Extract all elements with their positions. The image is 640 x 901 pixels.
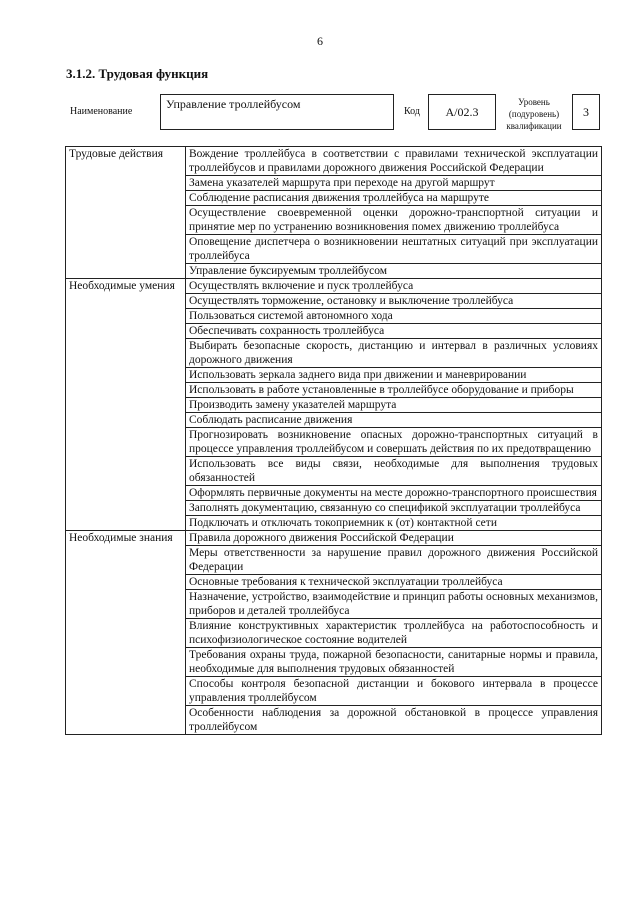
category-cell <box>66 648 186 677</box>
category-cell <box>66 486 186 501</box>
table-row <box>66 648 602 677</box>
function-header <box>66 92 602 136</box>
table-row <box>66 309 602 324</box>
category-cell <box>66 264 186 279</box>
table-row <box>66 677 602 706</box>
item-cell: Оформлять первичные документы на месте дорожно-транспортного происшествия <box>186 486 602 501</box>
function-table <box>65 146 602 735</box>
table-row <box>66 575 602 590</box>
category-cell <box>66 457 186 486</box>
category-cell <box>66 677 186 706</box>
table-row <box>66 324 602 339</box>
table-row <box>66 191 602 206</box>
item-cell: Осуществлять торможение, остановку и выключение троллейбуса <box>186 294 602 309</box>
category-cell: Необходимые знания <box>66 531 186 546</box>
item-cell: Пользоваться системой автономного хода <box>186 309 602 324</box>
item-cell: Осуществление своевременной оценки дорожно-транспортной ситуации и принятие мер по устранению возникновения помех движению троллейбуса <box>186 206 602 235</box>
category-cell <box>66 590 186 619</box>
item-cell: Назначение, устройство, взаимодействие и принцип работы основных механизмов, приборов и деталей троллейбуса <box>186 590 602 619</box>
table-row <box>66 339 602 368</box>
table-row <box>66 501 602 516</box>
code-value: A/02.3 <box>428 94 496 130</box>
item-cell: Подключать и отключать токоприемник к (от) контактной сети <box>186 516 602 531</box>
item-cell: Особенности наблюдения за дорожной обстановкой в процессе управления троллейбусом <box>186 706 602 735</box>
table-row <box>66 486 602 501</box>
item-cell: Управление буксируемым троллейбусом <box>186 264 602 279</box>
item-cell: Правила дорожного движения Российской Федерации <box>186 531 602 546</box>
table-row <box>66 590 602 619</box>
table-row <box>66 531 602 546</box>
table-row <box>66 457 602 486</box>
table-row <box>66 294 602 309</box>
table-row <box>66 398 602 413</box>
category-cell <box>66 191 186 206</box>
item-cell: Меры ответственности за нарушение правил дорожного движения Российской Федерации <box>186 546 602 575</box>
item-cell: Прогнозировать возникновение опасных дорожно-транспортных ситуаций в процессе управления троллейбусом и совершать действия по их предотвращению <box>186 428 602 457</box>
category-cell: Трудовые действия <box>66 147 186 176</box>
category-cell <box>66 383 186 398</box>
category-cell <box>66 339 186 368</box>
category-cell <box>66 575 186 590</box>
code-label: Код <box>404 106 420 117</box>
table-row <box>66 235 602 264</box>
level-label: Уровень (подуровень) квалификации <box>506 97 562 131</box>
name-label: Наименование <box>70 106 133 117</box>
category-cell <box>66 176 186 191</box>
item-cell: Требования охраны труда, пожарной безопасности, санитарные нормы и правила, необходимые для выполнения трудовых обязанностей <box>186 648 602 677</box>
category-cell <box>66 706 186 735</box>
item-cell: Замена указателей маршрута при переходе на другой маршрут <box>186 176 602 191</box>
item-cell: Влияние конструктивных характеристик троллейбуса на работоспособность и психофизиологическое состояние водителей <box>186 619 602 648</box>
category-cell: Необходимые умения <box>66 279 186 294</box>
category-cell <box>66 368 186 383</box>
item-cell: Соблюдение расписания движения троллейбуса на маршруте <box>186 191 602 206</box>
item-cell: Соблюдать расписание движения <box>186 413 602 428</box>
item-cell: Производить замену указателей маршрута <box>186 398 602 413</box>
category-cell <box>66 235 186 264</box>
category-cell <box>66 206 186 235</box>
item-cell: Обеспечивать сохранность троллейбуса <box>186 324 602 339</box>
category-cell <box>66 516 186 531</box>
name-value: Управление троллейбусом <box>160 94 394 130</box>
table-row <box>66 206 602 235</box>
item-cell: Осуществлять включение и пуск троллейбуса <box>186 279 602 294</box>
category-cell <box>66 294 186 309</box>
category-cell <box>66 398 186 413</box>
item-cell: Способы контроля безопасной дистанции и бокового интервала в процессе управления троллейбусом <box>186 677 602 706</box>
table-row <box>66 619 602 648</box>
table-row <box>66 264 602 279</box>
table-row <box>66 546 602 575</box>
item-cell: Использовать все виды связи, необходимые для выполнения трудовых обязанностей <box>186 457 602 486</box>
table-row <box>66 147 602 176</box>
section-title: 3.1.2. Трудовая функция <box>66 66 209 81</box>
page-number: 6 <box>317 34 323 48</box>
table-row <box>66 706 602 735</box>
table-row <box>66 279 602 294</box>
table-row <box>66 413 602 428</box>
category-cell <box>66 428 186 457</box>
item-cell: Использовать зеркала заднего вида при движении и маневрировании <box>186 368 602 383</box>
item-cell: Выбирать безопасные скорость, дистанцию и интервал в различных условиях дорожного движения <box>186 339 602 368</box>
table-row <box>66 383 602 398</box>
item-cell: Основные требования к технической эксплуатации троллейбуса <box>186 575 602 590</box>
item-cell: Использовать в работе установленные в троллейбусе оборудование и приборы <box>186 383 602 398</box>
category-cell <box>66 619 186 648</box>
category-cell <box>66 324 186 339</box>
table-row <box>66 176 602 191</box>
table-row <box>66 368 602 383</box>
category-cell <box>66 546 186 575</box>
category-cell <box>66 309 186 324</box>
level-value: 3 <box>572 94 600 130</box>
item-cell: Вождение троллейбуса в соответствии с правилами технической эксплуатации троллейбусов и правилами дорожного движения Российской Федерации <box>186 147 602 176</box>
item-cell: Заполнять документацию, связанную со спецификой эксплуатации троллейбуса <box>186 501 602 516</box>
item-cell: Оповещение диспетчера о возникновении нештатных ситуаций при эксплуатации троллейбуса <box>186 235 602 264</box>
table-row <box>66 516 602 531</box>
category-cell <box>66 413 186 428</box>
category-cell <box>66 501 186 516</box>
table-row <box>66 428 602 457</box>
